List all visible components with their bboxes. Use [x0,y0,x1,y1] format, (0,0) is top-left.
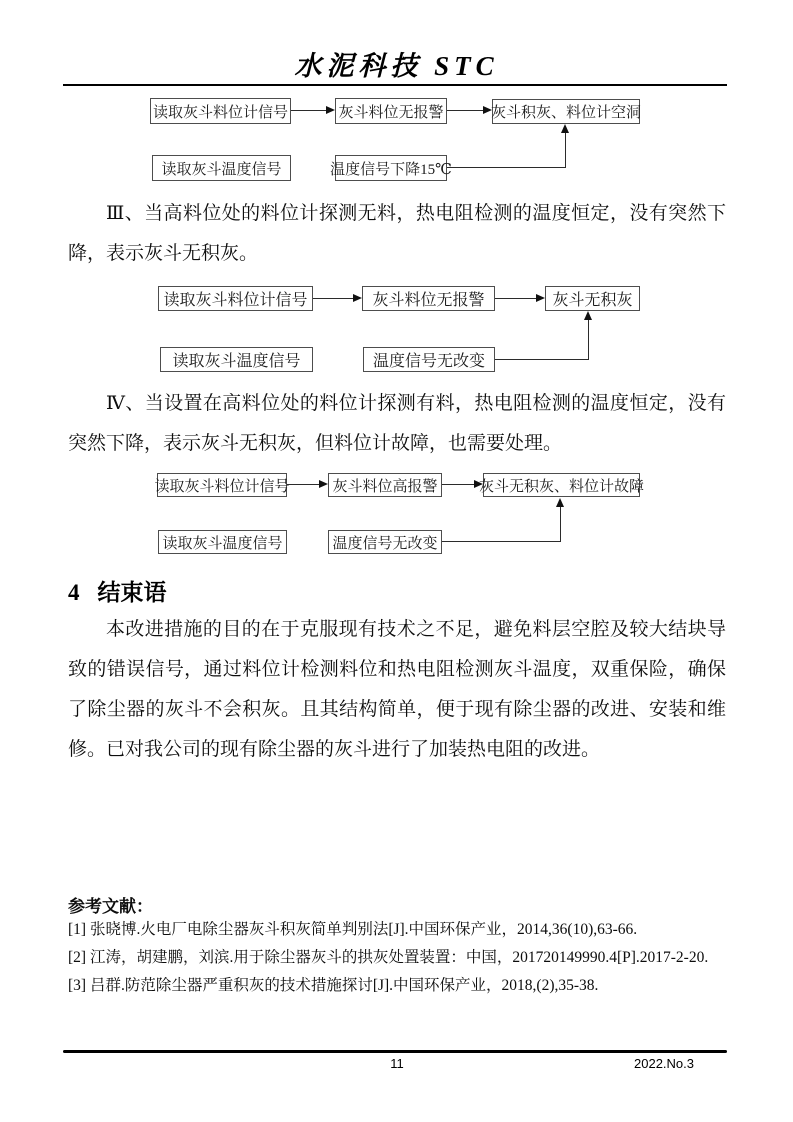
arrow-up-icon [584,311,592,320]
page-number: 11 [390,1056,404,1071]
issue-label: 2022.No.3 [634,1056,694,1071]
connector-line [447,167,566,168]
arrow-right-icon [319,480,328,488]
connector-line [313,298,354,299]
connector-line [565,130,566,168]
paragraph-case4: Ⅳ、当设置在高料位处的料位计探测有料，热电阻检测的温度恒定，没有突然下降，表示灰斗无积灰，但料位计故障，也需要处理。 [68,393,726,454]
connector-line [442,541,561,542]
connector-line [495,359,589,360]
flowchart-box-level-high-alarm: 灰斗料位高报警 [328,473,442,497]
flowchart-box-result: 灰斗无积灰、料位计故障 [483,473,640,497]
flowchart-box-temp-drop: 温度信号下降15℃ [335,155,447,181]
section-title: 结束语 [97,580,167,605]
flowchart-box-read-temp-signal: 读取灰斗温度信号 [158,530,287,554]
flowchart-box-temp-unchanged: 温度信号无改变 [328,530,442,554]
reference-item: [2] 江涛，胡建鹏，刘滨.用于除尘器灰斗的拱灰处置装置：中国，201720149990.4[P].2017-2-20. [68,949,709,966]
reference-item: [3] 吕群.防范除尘器严重积灰的技术措施探讨[J].中国环保产业，2018,(2),35-38. [68,977,599,994]
arrow-right-icon [536,294,545,302]
paragraph-case3: Ⅲ、当高料位处的料位计探测无料，热电阻检测的温度恒定，没有突然下降，表示灰斗无积灰。 [68,203,726,264]
journal-title: 水泥科技 STC [294,51,499,81]
arrow-right-icon [483,106,492,114]
footer-rule [63,1050,727,1053]
arrow-up-icon [556,498,564,507]
flowchart-box-read-level-signal: 读取灰斗料位计信号 [150,98,291,124]
flowchart-box-level-no-alarm: 灰斗料位无报警 [335,98,447,124]
section-heading-conclusion [68,574,167,607]
flowchart-box-result: 灰斗积灰、料位计空洞 [492,99,640,124]
arrow-right-icon [474,480,483,488]
reference-item: [1] 张晓博.火电厂电除尘器灰斗积灰简单判别法[J].中国环保产业，2014,36(10),63-66. [68,921,638,938]
connector-line [495,298,537,299]
connector-line [287,484,320,485]
references-list [68,916,726,1000]
connector-line [588,317,589,360]
connector-line [447,110,484,111]
flowchart-box-read-level-signal: 读取灰斗料位计信号 [158,286,313,311]
references-heading: 参考文献： [68,897,153,916]
connector-line [291,110,327,111]
flowchart-box-temp-unchanged: 温度信号无改变 [363,347,495,372]
flowchart-box-read-temp-signal: 读取灰斗温度信号 [160,347,313,372]
paragraph-conclusion: 本改进措施的目的在于克服现有技术之不足，避免料层空腔及较大结块导致的错误信号，通过料位计检测料位和热电阻检测灰斗温度，双重保险，确保了除尘器的灰斗不会积灰。且其结构简单，便于现有除尘器的改进、安装和维修。已对我公司的现有除尘器的灰斗进行了加装热电阻的改进。 [68,619,726,760]
flowchart-box-read-level-signal: 读取灰斗料位计信号 [157,473,287,497]
header-rule [63,84,727,86]
connector-line [442,484,475,485]
arrow-right-icon [326,106,335,114]
flowchart-box-read-temp-signal: 读取灰斗温度信号 [152,155,291,181]
arrow-up-icon [561,124,569,133]
flowchart-box-result: 灰斗无积灰 [545,286,640,311]
connector-line [560,505,561,542]
section-number: 4 [68,580,80,605]
arrow-right-icon [353,294,362,302]
flowchart-box-level-no-alarm: 灰斗料位无报警 [362,286,495,311]
